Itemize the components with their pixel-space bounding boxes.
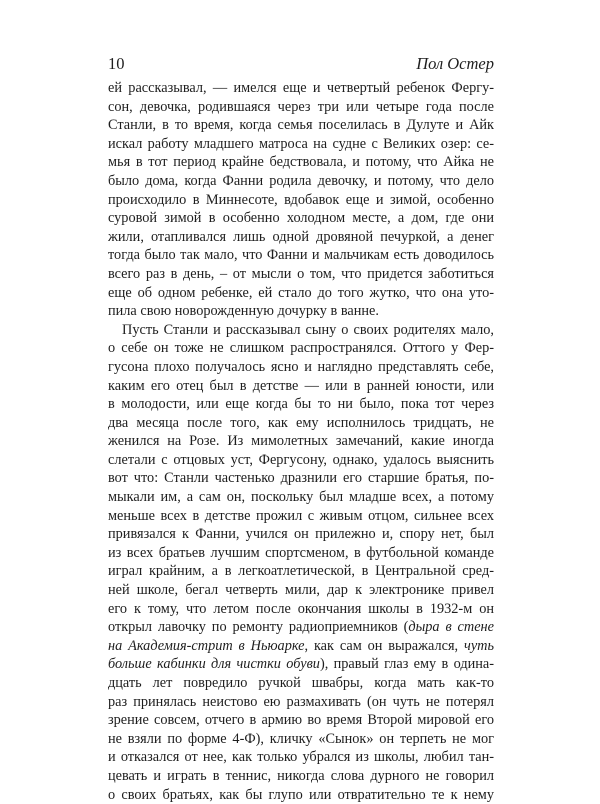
italic-phrase: дыра в стене (408, 619, 494, 636)
text-line: меньше всех в детстве прожил с живым отцом, сильнее всех (108, 507, 494, 524)
paragraph (108, 321, 494, 804)
text-line: цевать и играть в теннис, никогда слова дурного не говорил (108, 767, 494, 784)
paragraph (108, 79, 494, 321)
text-line: ней школе, бегал четверть мили, дар к электронике привел (108, 582, 494, 599)
text-line: искал работу младшего матроса на судне с Великих озер: се- (108, 135, 494, 152)
body-text (108, 79, 494, 804)
text-line: зрение совсем, отчего в армию во время Второй мировой его (108, 712, 494, 729)
text-line: сон, девочка, родившаяся через три или четыре года после (108, 98, 494, 115)
italic-phrase: на Академия-стрит в Ньюарке (108, 637, 305, 654)
text-line: было дома, когда Фанни родила девочку, и потому, что дело (108, 172, 494, 189)
text-line: вот что: Станли частенько дразнили его старшие братья, по- (108, 470, 494, 487)
text-line: его к тому, что летом после окончания школы в 1932-м он (108, 600, 494, 617)
text-line: мыкали им, а сам он, поскольку был младше всех, а потому (108, 489, 494, 506)
text-line-mixed (108, 637, 494, 656)
text-line: привязался к Фанни, учился он прилежно и, спору нет, был (108, 526, 494, 543)
text-line: в молодости, или еще когда бы то ни было, пока тот через (108, 396, 494, 413)
page-number: 10 (108, 54, 125, 73)
text-line: не взяли по форме 4-Ф), кличку «Сынок» он терпеть не мог (108, 730, 494, 747)
text-line: о себе он тоже не слишком распространялся. Оттого у Фер- (108, 340, 494, 357)
text-line: ей рассказывал, — имелся еще и четвертый ребенок Фергу- (108, 80, 494, 96)
text-line: суровой зимой в особенно холодном месте, а дом, где они (108, 210, 494, 227)
text-line: всего раз в день, – от мысли о том, что придется заботиться (108, 265, 494, 282)
text-line: раз принялась неистово ею размахивать (он чуть не потерял (108, 693, 494, 710)
text-line: еще об одном ребенке, ей стало до того жутко, что она уто- (108, 284, 494, 301)
text-line: женился на Розе. Из мимолетных замечаний, какие иногда (108, 433, 494, 450)
text-line: о своих братьях, как бы глупо или отвратительно те к нему (108, 786, 494, 803)
running-title-author: Пол Остер (416, 54, 494, 73)
text-line: Станли, в то время, когда семья поселилась в Дулуте и Айк (108, 117, 494, 134)
text-line: слетали с отцовых уст, Фергусону, однако, удалось выяснить (108, 451, 494, 468)
text-line: происходило в Миннесоте, вдобавок еще и зимой, особенно (108, 191, 494, 208)
text-line: из всех братьев лучшим спортсменом, в футбольной команде (108, 544, 494, 561)
text-line: Пусть Станли и рассказывал сыну о своих родителях мало, (122, 321, 494, 338)
text-line: дцать лет повредило ручкой швабры, когда мать как-то (108, 675, 494, 691)
text-line: жили, отапливался лишь одной дровяной печуркой, а денег (108, 228, 494, 245)
text-line: тогда было так мало, что Фанни и мальчикам есть доводилось (108, 247, 494, 264)
text-run: , как сам он выражался, (304, 637, 459, 654)
text-line: каким его отец был в детстве — или в ранней юности, или (108, 377, 494, 394)
text-line: играл крайним, а в легкоатлетической, в Центральной сред- (108, 563, 494, 580)
page-header (108, 54, 494, 74)
text-line-mixed (108, 618, 494, 637)
text-line-mixed (108, 655, 494, 674)
text-line: два месяца после того, как ему исполнилось тридцать, не (108, 414, 494, 431)
text-run: ), правый глаз ему в одина- (319, 656, 494, 673)
text-line: гусона плохо получалось ясно и наглядно представлять себе, (108, 358, 494, 375)
italic-phrase: больше кабинки для чистки обуви (108, 656, 320, 673)
italic-phrase: чуть (464, 637, 494, 654)
text-line: и отказался от нее, как только убрался из школы, любил тан- (108, 749, 494, 766)
text-line: пила свою новорожденную дочурку в ванне. (108, 303, 379, 320)
text-run: открыл лавочку по ремонту радиоприемников ( (108, 619, 409, 636)
text-line: мья в тот период крайне бедствовала, и потому, что Айка не (108, 154, 494, 171)
